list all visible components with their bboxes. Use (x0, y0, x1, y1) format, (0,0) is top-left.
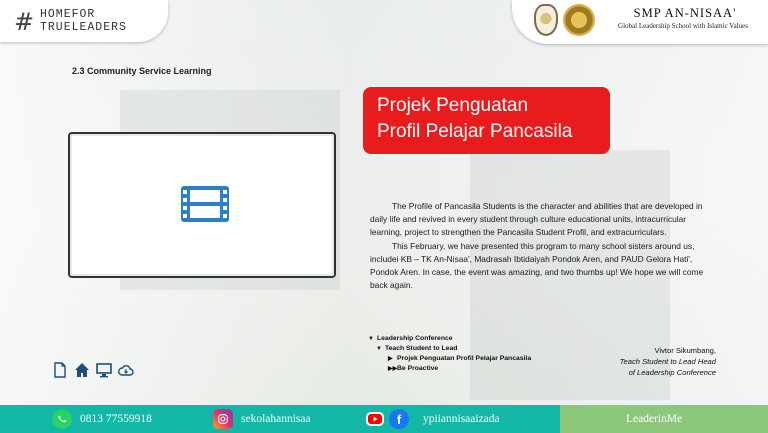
tree-item-label: Projek Penguatan Profil Pelajar Pancasila (397, 355, 532, 362)
body-paragraph-1: The Profile of Pancasila Students is the character and abilities that are developed in daily life and revived in every student through culture educational units, intracurricular learning, project to strengthen the Pancasila Student Profil, and extracurriculars. (370, 201, 703, 238)
instagram-icon (213, 409, 233, 429)
instagram-handle: sekolahannisaa (241, 413, 311, 425)
footer-brand (626, 405, 682, 433)
title-line-1: Projek Penguatan (377, 95, 529, 116)
author-role-line-1: Teach Student to Lead Head (619, 357, 716, 366)
author-credit (556, 345, 716, 378)
tree-item-label: Leadership Conference (377, 335, 453, 342)
outline-tree (368, 334, 531, 374)
caret-down-icon: ▼ (376, 346, 382, 352)
footer-phone[interactable] (52, 405, 152, 433)
youtube-icon (366, 412, 384, 426)
monitor-icon[interactable] (96, 362, 112, 378)
footer-instagram[interactable] (213, 405, 311, 433)
document-icon[interactable] (52, 362, 68, 378)
tree-item-label: Teach Student to Lead (385, 345, 458, 352)
double-caret-right-icon: ▶▶ (388, 366, 398, 372)
title-line-2: Profil Pelajar Pancasila (377, 121, 573, 142)
section-title: 2.3 Community Service Learning (72, 66, 212, 76)
author-name: Vivtor Sikumbang, (654, 346, 716, 355)
header-tagline: HOMEFOR TRUELEADERS (40, 8, 127, 34)
video-player[interactable] (68, 132, 336, 278)
hashtag-symbol: # (14, 8, 35, 36)
school-crest-logo (534, 4, 558, 36)
school-subtitle: Global Leadership School with Islamic Values (618, 22, 748, 30)
body-text (370, 200, 712, 292)
school-seal-logo (563, 4, 595, 36)
toolbar-icons (52, 362, 134, 378)
tree-item-label: Be Proactive (397, 365, 439, 372)
tree-item-be-proactive[interactable] (368, 364, 531, 374)
whatsapp-icon (52, 409, 72, 429)
brand-label: LeaderinMe (626, 413, 683, 425)
phone-number: 0813 77559918 (80, 413, 152, 425)
title-banner (363, 87, 610, 154)
cloud-icon[interactable] (118, 362, 134, 378)
caret-right-icon: ▶ (388, 356, 393, 362)
caret-down-icon: ▼ (368, 336, 374, 342)
school-name: SMP AN-NISAA' (633, 6, 737, 20)
footer-social[interactable] (366, 405, 500, 433)
facebook-icon: f (389, 409, 409, 429)
social-handle: ypiiannisaaizada (423, 413, 500, 425)
film-icon[interactable] (180, 185, 230, 223)
tree-item-leadership-conference[interactable] (368, 334, 531, 344)
tree-item-projek[interactable] (368, 354, 531, 364)
home-icon[interactable] (74, 362, 90, 378)
author-role-line-2: of Leadership Conference (628, 368, 716, 377)
body-paragraph-2: This February, we have presented this program to many school sisters around us, includei KB – TK An-Nisaa', Madrasah Ibtidaiyah Pondok Aren, and PAUD Gelora Hati', Pondok Aren. In case, the event was amazing, and two thumbs up! We hope we will come back again. (370, 240, 704, 291)
tree-item-teach-student[interactable] (368, 344, 531, 354)
